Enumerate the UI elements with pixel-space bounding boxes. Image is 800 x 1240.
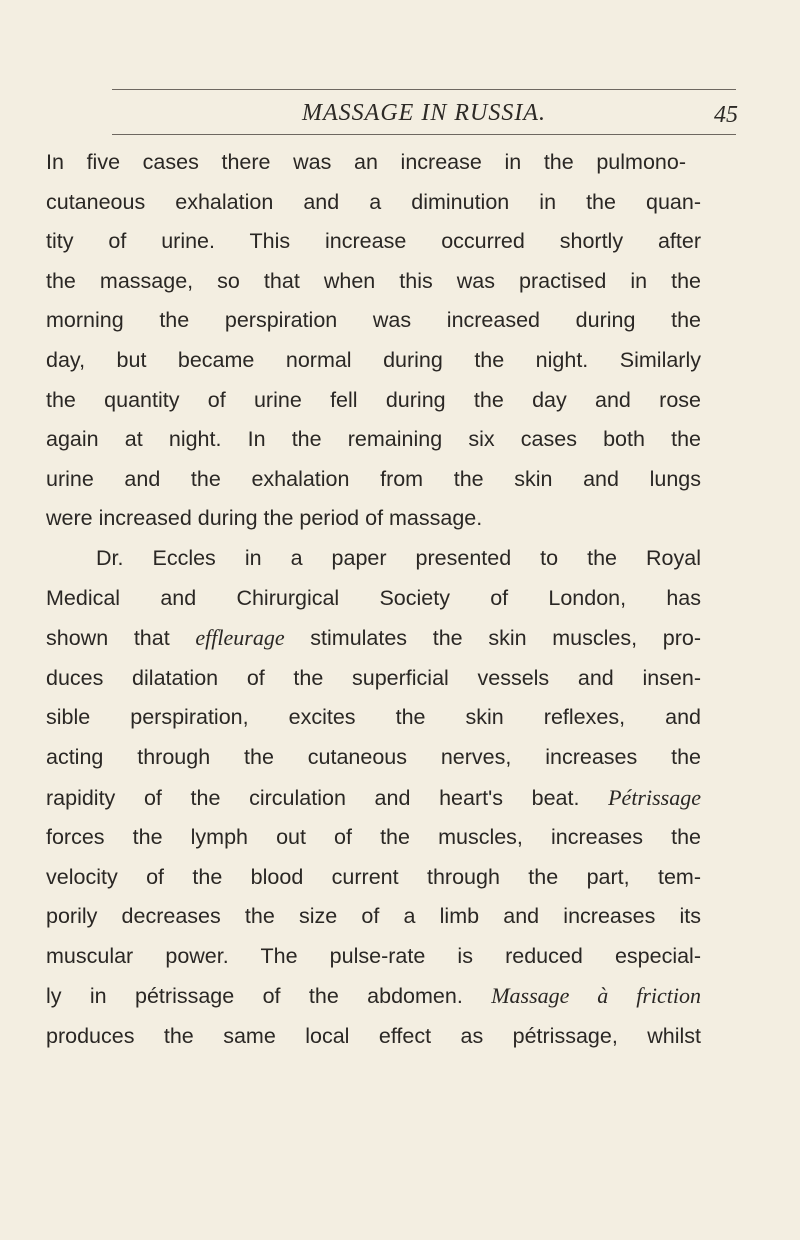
running-head [112, 95, 736, 131]
text-line [46, 976, 701, 1017]
text-line: the quantity of urine fell during the day and rose [46, 387, 701, 412]
text-line: day, but became normal during the night. Similarly [46, 347, 701, 372]
text-line: the massage, so that when this was practised in the [46, 268, 701, 293]
text-segment: ly in pétrissage of the abdomen. [46, 984, 492, 1009]
text-line [46, 618, 701, 659]
header-rule-bottom [112, 134, 736, 135]
header-rule-top [112, 89, 736, 90]
text-line: duces dilatation of the superficial vessels and insen- [46, 665, 701, 690]
text-line [46, 778, 701, 819]
text-line: In five cases there was an increase in the pulmono- [46, 150, 686, 174]
text-line: morning the perspiration was increased during the [46, 308, 701, 333]
italic-term-petrissage: Pétrissage [608, 784, 701, 810]
text-segment: shown that [46, 626, 196, 651]
text-segment: rapidity of the circulation and heart's beat. [46, 785, 609, 810]
text-line: urine and the exhalation from the skin and lungs [46, 466, 701, 491]
text-line: acting through the cutaneous nerves, increases the [46, 744, 701, 769]
text-line: tity of urine. This increase occurred shortly after [46, 229, 701, 254]
running-title: MASSAGE IN RUSSIA. [302, 100, 546, 126]
text-line: produces the same local effect as pétrissage, whilst [46, 1024, 701, 1049]
text-segment: stimulates the skin muscles, pro- [284, 626, 701, 651]
italic-term-effleurage: effleurage [195, 625, 285, 651]
text-line: muscular power. The pulse-rate is reduced especial- [46, 943, 701, 968]
text-line: Medical and Chirurgical Society of London, has [46, 585, 701, 610]
text-line: velocity of the blood current through the part, tem- [46, 864, 701, 889]
text-line: porily decreases the size of a limb and increases its [46, 904, 701, 929]
text-line: cutaneous exhalation and a diminution in the quan- [46, 189, 701, 214]
body-text [46, 143, 746, 1057]
text-line: forces the lymph out of the muscles, increases the [46, 825, 701, 850]
text-line: again at night. In the remaining six cases both the [46, 427, 701, 452]
text-line: sible perspiration, excites the skin reflexes, and [46, 705, 701, 730]
page-number: 45 [714, 102, 738, 128]
text-line: were increased during the period of massage. [46, 506, 483, 531]
text-line: Dr. Eccles in a paper presented to the Royal [96, 545, 701, 570]
italic-term-massage-a-friction: Massage à friction [491, 983, 701, 1009]
